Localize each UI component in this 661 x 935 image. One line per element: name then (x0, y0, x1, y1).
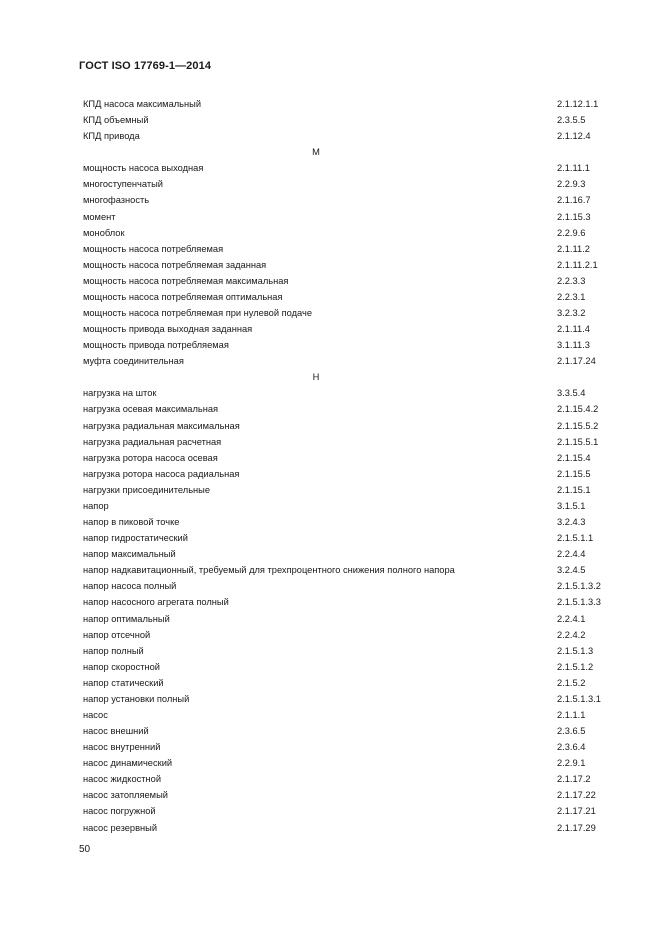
index-term: насос жидкостной (83, 774, 162, 785)
index-row (83, 273, 623, 289)
clause-number: 2.1.5.1.3.1 (557, 693, 601, 704)
clause-number: 2.1.11.2 (557, 243, 590, 254)
index-term: напор надкавитационный, требуемый для трехпроцентного снижения полного напора (83, 565, 455, 576)
clause-number: 2.1.15.4.2 (557, 404, 599, 415)
index-row (83, 514, 623, 530)
section-letter: Н (312, 372, 320, 383)
index-term: насос внутренний (83, 742, 161, 753)
term-index (83, 96, 623, 836)
index-row (83, 209, 623, 225)
clause-number: 3.3.5.4 (557, 388, 586, 399)
index-term: насос внешний (83, 726, 149, 737)
clause-number: 2.1.12.1.1 (557, 99, 599, 109)
index-row (83, 305, 623, 321)
clause-number: 2.1.16.7 (557, 195, 591, 206)
index-term: нагрузка на шток (83, 388, 157, 399)
index-row (83, 771, 623, 787)
index-row (83, 482, 623, 498)
index-term: напор статический (83, 677, 164, 688)
clause-number: 2.1.11.4 (557, 324, 590, 335)
index-term: напор полный (83, 645, 144, 656)
clause-number: 2.2.4.4 (557, 549, 586, 560)
index-row (83, 578, 623, 594)
clause-number: 2.1.15.5 (557, 468, 591, 479)
index-row (83, 691, 623, 707)
index-row (83, 546, 623, 562)
index-row (83, 466, 623, 482)
index-row (83, 353, 623, 369)
index-term: КПД объемный (83, 115, 149, 126)
index-term: нагрузка осевая максимальная (83, 404, 219, 415)
clause-number: 2.1.15.5.1 (557, 436, 599, 447)
section-letter: М (312, 147, 320, 158)
clause-number: 2.1.5.1.2 (557, 661, 594, 672)
index-term: напор отсечной (83, 629, 151, 640)
index-term: напор (83, 500, 109, 511)
clause-number: 2.1.11.2.1 (557, 259, 598, 270)
clause-number: 3.1.5.1 (557, 500, 586, 511)
index-row (83, 707, 623, 723)
index-term: нагрузка радиальная расчетная (83, 436, 222, 447)
index-term: насос динамический (83, 758, 173, 769)
index-term: нагрузка ротора насоса радиальная (83, 468, 240, 479)
index-term: многоступенчатый (83, 179, 163, 190)
index-row (83, 450, 623, 466)
clause-number: 2.3.6.5 (557, 726, 586, 737)
index-row (83, 611, 623, 627)
index-row (83, 257, 623, 273)
clause-number: 2.1.5.2 (557, 677, 586, 688)
index-term: напор установки полный (83, 693, 190, 704)
index-row (83, 627, 623, 643)
index-row (83, 787, 623, 803)
index-row (83, 675, 623, 691)
clause-number: 2.2.9.3 (557, 179, 586, 190)
clause-number: 2.1.1.1 (557, 709, 586, 720)
index-row (83, 289, 623, 305)
index-term: напор максимальный (83, 549, 176, 560)
index-row (83, 530, 623, 546)
clause-number: 3.2.4.3 (557, 517, 586, 528)
document-header: ГОСТ ISO 17769-1—2014 (79, 60, 212, 72)
clause-number: 2.1.17.29 (557, 822, 596, 833)
index-term: мощность привода выходная заданная (83, 324, 253, 335)
page-number: 50 (79, 844, 91, 855)
index-term: моноблок (83, 227, 125, 238)
index-row (83, 225, 623, 241)
index-row (83, 723, 623, 739)
index-row (83, 659, 623, 675)
clause-number: 2.1.17.24 (557, 356, 596, 367)
index-term: нагрузка ротора насоса осевая (83, 452, 218, 463)
index-row (83, 739, 623, 755)
index-term: напор насосного агрегата полный (83, 597, 229, 608)
index-term: насос погружной (83, 806, 156, 817)
index-row (83, 562, 623, 578)
index-row (83, 128, 623, 144)
index-term: нагрузки присоединительные (83, 484, 211, 495)
index-term: мощность насоса потребляемая оптимальная (83, 291, 283, 302)
clause-number: 3.1.11.3 (557, 340, 590, 351)
clause-number: 2.1.17.22 (557, 790, 596, 801)
index-row (83, 418, 623, 434)
clause-number: 2.1.5.1.3.3 (557, 597, 601, 608)
index-row (83, 96, 623, 112)
clause-number: 3.2.3.2 (557, 308, 586, 319)
index-term: напор в пиковой точке (83, 517, 180, 528)
clause-number: 2.2.3.1 (557, 291, 586, 302)
index-term: напор скоростной (83, 661, 160, 672)
clause-number: 2.1.15.5.2 (557, 420, 599, 431)
index-term: мощность привода потребляемая (83, 340, 229, 351)
index-row (83, 321, 623, 337)
index-row (83, 385, 623, 401)
letter-section-heading (83, 369, 623, 385)
clause-number: 3.2.4.5 (557, 565, 586, 576)
index-term: мощность насоса потребляемая заданная (83, 259, 267, 270)
index-row (83, 498, 623, 514)
clause-number: 2.1.17.21 (557, 806, 596, 817)
clause-number: 2.2.3.3 (557, 275, 586, 286)
clause-number: 2.1.5.1.1 (557, 533, 594, 544)
index-row (83, 820, 623, 836)
index-term: насос резервный (83, 822, 158, 833)
index-row (83, 401, 623, 417)
index-row (83, 241, 623, 257)
clause-number: 2.3.6.4 (557, 742, 586, 753)
index-row (83, 337, 623, 353)
clause-number: 2.2.9.1 (557, 758, 586, 769)
clause-number: 2.1.15.3 (557, 211, 591, 222)
index-row (83, 755, 623, 771)
clause-number: 2.2.4.2 (557, 629, 586, 640)
clause-number: 2.1.11.1 (557, 163, 590, 174)
index-term: момент (83, 211, 116, 222)
clause-number: 2.1.12.4 (557, 131, 591, 142)
clause-number: 2.3.5.5 (557, 115, 586, 126)
index-term: напор оптимальный (83, 613, 170, 624)
index-row (83, 434, 623, 450)
clause-number: 2.2.9.6 (557, 227, 586, 238)
index-row (83, 803, 623, 819)
index-row (83, 594, 623, 610)
index-row (83, 176, 623, 192)
index-term: КПД насоса максимальный (83, 99, 202, 109)
index-term: КПД привода (83, 131, 140, 142)
clause-number: 2.1.15.1 (557, 484, 591, 495)
index-term: насос затопляемый (83, 790, 168, 801)
clause-number: 2.2.4.1 (557, 613, 586, 624)
index-row (83, 160, 623, 176)
index-term: многофазность (83, 195, 150, 206)
clause-number: 2.1.15.4 (557, 452, 591, 463)
letter-section-heading (83, 144, 623, 160)
index-row (83, 192, 623, 208)
index-term: муфта соединительная (83, 356, 184, 367)
index-row (83, 643, 623, 659)
index-term: мощность насоса потребляемая при нулевой подаче (83, 308, 313, 319)
clause-number: 2.1.5.1.3.2 (557, 581, 601, 592)
index-term: насос (83, 709, 108, 720)
index-term: напор насоса полный (83, 581, 177, 592)
index-term: напор гидростатический (83, 533, 188, 544)
index-term: нагрузка радиальная максимальная (83, 420, 240, 431)
index-row (83, 112, 623, 128)
clause-number: 2.1.5.1.3 (557, 645, 594, 656)
index-term: мощность насоса потребляемая (83, 243, 224, 254)
clause-number: 2.1.17.2 (557, 774, 591, 785)
index-term: мощность насоса потребляемая максимальная (83, 275, 289, 286)
index-term: мощность насоса выходная (83, 163, 204, 174)
